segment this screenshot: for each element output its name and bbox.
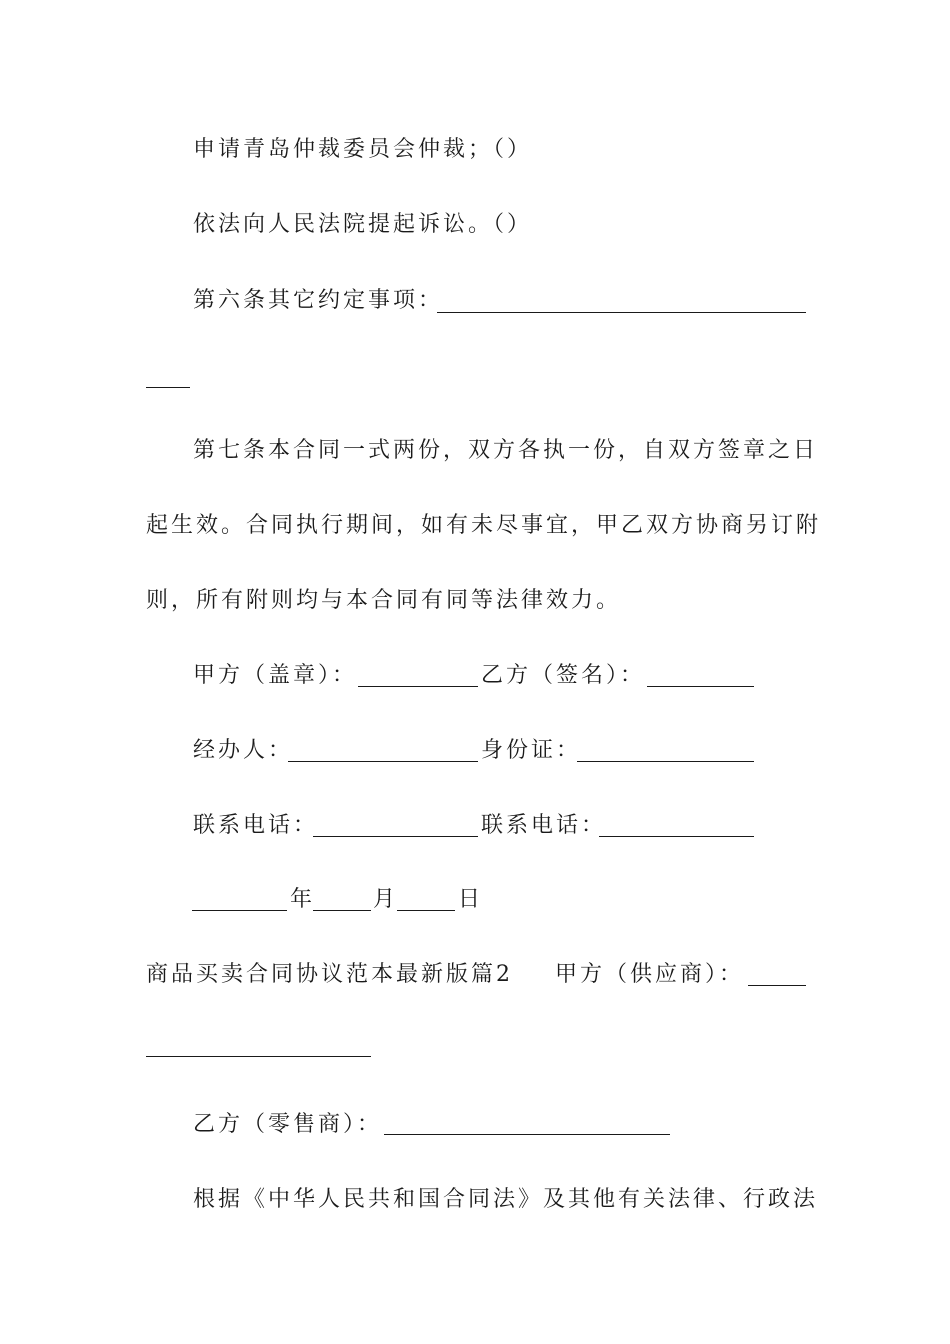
- supplier-label: 甲方（供应商）：: [555, 962, 745, 987]
- phone-b-blank: [599, 836, 754, 837]
- article-6-heading: 第六条其它约定事项：: [193, 288, 444, 313]
- supplier-blank: [748, 985, 806, 986]
- phone-a-label: 联系电话：: [193, 813, 319, 838]
- litigation-clause: 依法向人民法院提起诉讼。（）: [193, 212, 533, 237]
- article-7-line-2: 起生效。合同执行期间，如有未尽事宜，甲乙双方协商另订附: [146, 513, 822, 538]
- agent-label: 经办人：: [193, 738, 294, 763]
- id-card-blank: [577, 761, 754, 762]
- arbitration-clause: 申请青岛仲裁委员会仲裁；（）: [193, 137, 533, 162]
- day-blank: [397, 910, 455, 911]
- retailer-label: 乙方（零售商）：: [193, 1112, 383, 1137]
- contract-title-2: 商品买卖合同协议范本最新版篇2: [146, 962, 513, 987]
- article-7-line-1: 第七条本合同一式两份，双方各执一份，自双方签章之日: [193, 438, 819, 463]
- article-6-blank: [437, 312, 806, 313]
- party-a-seal-blank: [358, 686, 478, 687]
- party-b-sign-label: 乙方（签名）：: [481, 663, 646, 688]
- article-6-blank-continued: [146, 387, 190, 388]
- article-7-line-3: 则，所有附则均与本合同有同等法律效力。: [146, 588, 622, 613]
- supplier-blank-continued: [146, 1056, 371, 1057]
- agent-blank: [288, 761, 478, 762]
- id-card-label: 身份证：: [481, 738, 582, 763]
- legal-basis-line: 根据《中华人民共和国合同法》及其他有关法律、行政法: [193, 1187, 819, 1212]
- party-b-sign-blank: [647, 686, 754, 687]
- phone-a-blank: [313, 836, 478, 837]
- month-label: 月: [373, 887, 399, 912]
- retailer-blank: [384, 1134, 670, 1135]
- phone-b-label: 联系电话：: [481, 813, 607, 838]
- year-label: 年: [290, 887, 316, 912]
- party-a-seal-label: 甲方（盖章）：: [193, 663, 358, 688]
- month-blank: [313, 910, 371, 911]
- year-blank: [192, 910, 287, 911]
- day-label: 日: [458, 887, 484, 912]
